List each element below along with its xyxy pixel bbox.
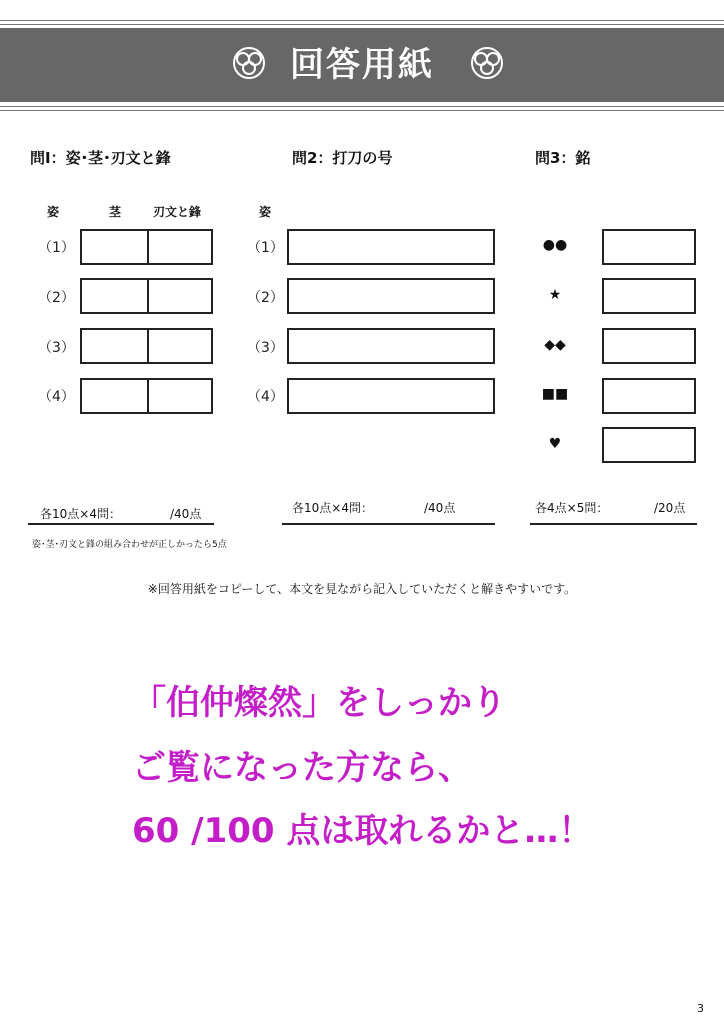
double-square-symbol: ■■ <box>541 386 569 402</box>
q2-answer-box-4[interactable] <box>287 378 495 414</box>
q2-heading: 問2：打刀の号 <box>292 149 393 167</box>
q2-score-total: /40点 <box>424 501 456 515</box>
q1-col-hamon: 刃文と鋒 <box>153 205 202 219</box>
q2-row-label: （1） <box>247 240 284 256</box>
q1-heading: 問Ⅰ：姿･茎･刃文と鋒 <box>30 149 171 167</box>
q1-row-label: （4） <box>38 389 75 405</box>
q1-score-line <box>28 523 214 525</box>
q3-answer-box-1[interactable] <box>602 229 696 265</box>
q3-score-line <box>530 523 697 525</box>
q1-answer-box-2[interactable] <box>80 278 213 314</box>
q3-score-label: 各4点×5問： <box>535 501 609 515</box>
q2-row-label: （2） <box>247 290 284 306</box>
promo-line-3: 60 /100 点は取れるかと…！ <box>132 811 593 851</box>
q1-row-label: （3） <box>38 340 75 356</box>
q1-answer-box-3[interactable] <box>80 328 213 364</box>
q3-answer-box-4[interactable] <box>602 378 696 414</box>
q1-score-label: 各10点×4問： <box>40 507 121 521</box>
q2-answer-box-3[interactable] <box>287 328 495 364</box>
q3-answer-box-5[interactable] <box>602 427 696 463</box>
q3-score-total: /20点 <box>654 501 686 515</box>
q2-col-sugata: 姿 <box>259 205 272 219</box>
q1-col-nakago: 茎 <box>109 205 122 219</box>
q3-answer-box-2[interactable] <box>602 278 696 314</box>
q1-combination-note: 姿･茎･刃文と鋒の組み合わせが正しかったら5点 <box>32 540 227 550</box>
page-number: 3 <box>697 1002 704 1015</box>
mizuhiki-knot-icon <box>470 46 504 80</box>
banner-top-line <box>0 20 724 21</box>
q1-row-label: （1） <box>38 240 75 256</box>
q1-score-total: /40点 <box>170 507 202 521</box>
double-diamond-symbol: ◆◆ <box>544 337 566 353</box>
q2-row-label: （4） <box>247 389 284 405</box>
banner-bottom-line <box>0 106 724 107</box>
q2-score-line <box>282 523 495 525</box>
q1-row-label: （2） <box>38 290 75 306</box>
q2-score-label: 各10点×4問： <box>292 501 373 515</box>
q1-answer-box-1[interactable] <box>80 229 213 265</box>
q1-col-sugata: 姿 <box>47 205 60 219</box>
banner-top-line-2 <box>0 24 724 25</box>
q1-answer-box-4[interactable] <box>80 378 213 414</box>
double-circle-symbol: ●● <box>542 237 568 253</box>
star-symbol: ★ <box>548 287 562 303</box>
instruction-note: ※回答用紙をコピーして、本文を見ながら記入していただくと解きやすいです。 <box>147 582 577 596</box>
promo-line-1: 「伯仲燦然」をしっかり <box>132 683 506 723</box>
q3-heading: 問3：銘 <box>535 149 591 167</box>
promo-line-2: ご覧になった方なら、 <box>132 748 472 788</box>
q2-answer-box-1[interactable] <box>287 229 495 265</box>
page-title: 回答用紙 <box>290 45 434 85</box>
banner-bottom-line-2 <box>0 110 724 111</box>
q2-row-label: （3） <box>247 340 284 356</box>
mizuhiki-knot-icon <box>232 46 266 80</box>
heart-symbol: ♥ <box>548 436 562 452</box>
q3-answer-box-3[interactable] <box>602 328 696 364</box>
q2-answer-box-2[interactable] <box>287 278 495 314</box>
